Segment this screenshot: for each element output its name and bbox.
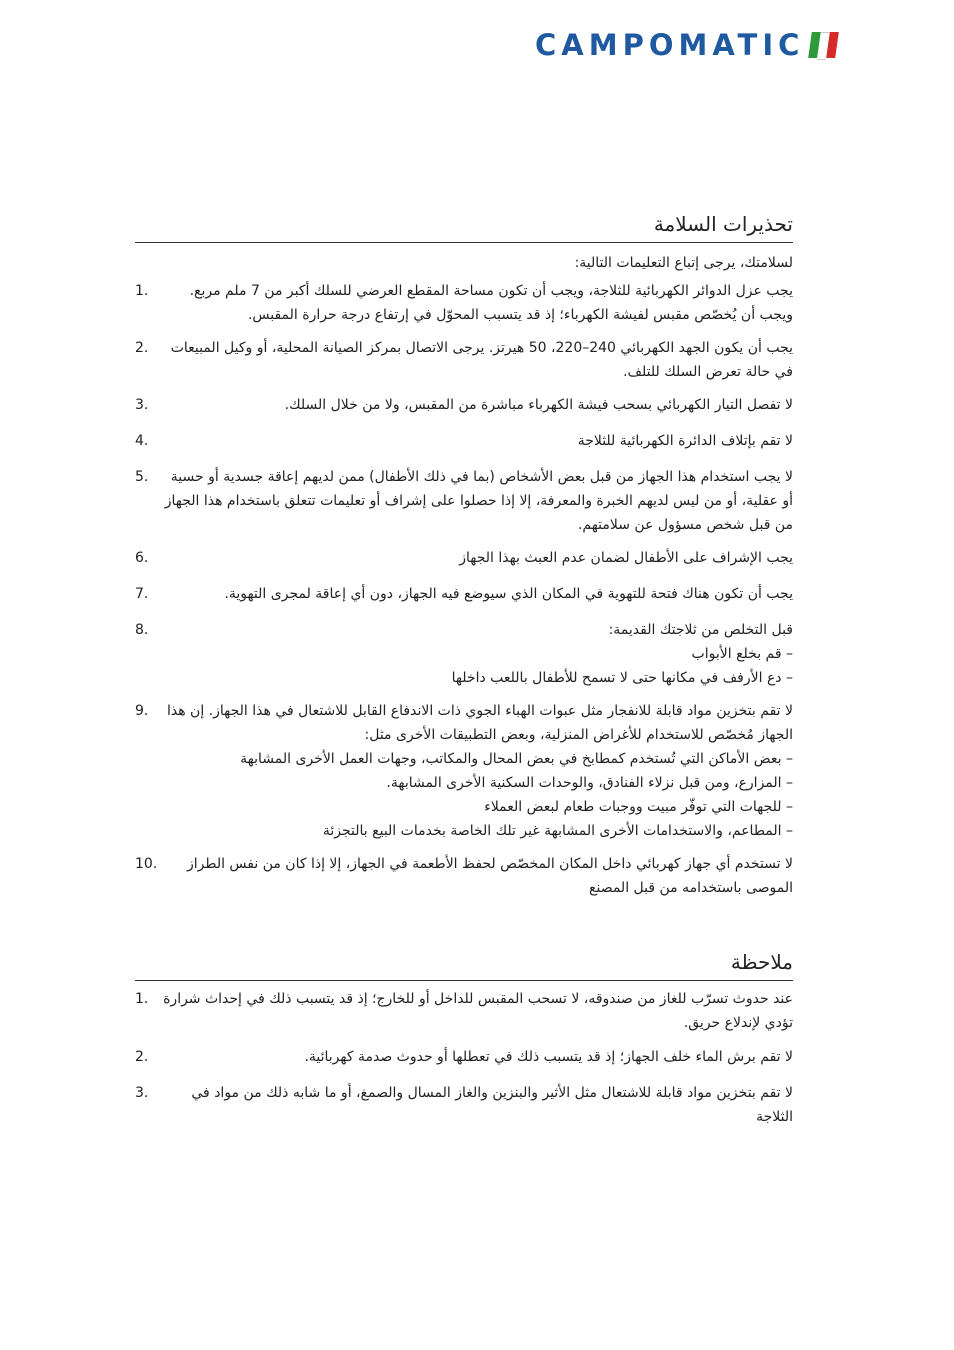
safety-subitem: – دع الأرفف في مكانها حتى لا تسمح للأطفال باللعب داخلها xyxy=(451,670,793,686)
safety-item-5 xyxy=(135,465,793,537)
safety-item-3 xyxy=(135,393,793,417)
flag-stripe-red xyxy=(827,32,840,58)
safety-subitem: – للجهات التي توفّر مبيت ووجبات طعام لبعض العملاء xyxy=(484,799,793,815)
safety-item-number: 10. xyxy=(135,856,158,872)
note-item-3 xyxy=(135,1081,793,1129)
safety-item-10 xyxy=(135,852,793,900)
safety-list xyxy=(135,279,793,900)
note-item-number: 2. xyxy=(135,1049,149,1065)
safety-item-number: 8. xyxy=(135,622,149,638)
safety-intro: لسلامتك، يرجى إتباع التعليمات التالية: xyxy=(574,255,793,271)
safety-subitem: – قم بخلع الأبواب xyxy=(691,646,793,662)
safety-item-lead: لا تقم بتخزين مواد قابلة للانفجار مثل عبوات الهباء الجوي ذات الاندفاع القابل للاشتعال في هذا الجهاز. إن هذا الجهاز مُخصّص للاستخدام للأغراض المنزلية، وبعض التطبيقات الأخرى مثل: xyxy=(166,703,793,743)
safety-item-number: 2. xyxy=(135,340,149,356)
safety-title: تحذيرات السلامة xyxy=(653,212,793,236)
note-item-text: لا تقم برش الماء خلف الجهاز؛ إذ قد يتسبب ذلك في تعطلها أو حدوث صدمة كهربائية. xyxy=(304,1049,793,1065)
note-item-text: لا تقم بتخزين مواد قابلة للاشتعال مثل الأثير والبنزين والغاز المسال والصمغ، أو ما شابه ذلك من مواد في الثلاجة xyxy=(191,1085,793,1125)
safety-item-number: 5. xyxy=(135,469,149,485)
safety-item-2 xyxy=(135,336,793,384)
safety-item-text xyxy=(161,699,793,843)
safety-item-7 xyxy=(135,582,793,606)
safety-section xyxy=(135,212,793,900)
note-title: ملاحظة xyxy=(730,950,793,974)
safety-item-text: يجب عزل الدوائر الكهربائية للثلاجة، ويجب أن تكون مساحة المقطع العرضي للسلك أكبر من 7 ملم مربع. ويجب أن يُخصّص مقبس لفيشة الكهرباء؛ إذ قد يتسبب المحوّل في إرتفاع درجة حرارة المقبس. xyxy=(189,283,793,323)
safety-item-text: لا تقم بإتلاف الدائرة الكهربائية للثلاجة xyxy=(577,433,793,449)
safety-item-number: 6. xyxy=(135,550,149,566)
safety-item-4 xyxy=(135,429,793,453)
safety-item-text: يجب الإشراف على الأطفال لضمان عدم العبث بهذا الجهاز xyxy=(459,550,793,566)
safety-item-number: 4. xyxy=(135,433,149,449)
safety-item-text: لا تفصل التيار الكهربائي بسحب فيشة الكهرباء مباشرة من المقبس، ولا من خلال السلك. xyxy=(284,397,793,413)
note-item-1 xyxy=(135,987,793,1035)
safety-item-8 xyxy=(135,618,793,690)
safety-item-number: 9. xyxy=(135,703,149,719)
safety-subitem: – بعض الأماكن التي تُستخدم كمطابخ في بعض المحال والمكاتب، وجهات العمل الأخرى المشابهة xyxy=(240,751,793,767)
safety-item-number: 3. xyxy=(135,397,149,413)
safety-item-lead: قبل التخلص من ثلاجتك القديمة: xyxy=(608,622,793,638)
note-section xyxy=(135,950,793,1129)
safety-item-9 xyxy=(135,699,793,843)
note-item-text: عند حدوث تسرّب للغاز من صندوقه، لا تسحب المقبس للداخل أو للخارج؛ إذ قد يتسبب ذلك في إحداث شرارة تؤدي لإندلاع حريق. xyxy=(163,991,793,1031)
safety-subitem: – المطاعم، والاستخدامات الأخرى المشابهة غير تلك الخاصة بخدمات البيع بالتجزئة xyxy=(322,823,793,839)
note-item-number: 3. xyxy=(135,1085,149,1101)
note-divider xyxy=(135,980,793,981)
safety-item-number: 1. xyxy=(135,283,149,299)
safety-divider xyxy=(135,242,793,243)
note-item-2 xyxy=(135,1045,793,1069)
safety-subitem: – المزارع، ومن قبل نزلاء الفنادق، والوحدات السكنية الأخرى المشابهة. xyxy=(386,775,793,791)
safety-item-6 xyxy=(135,546,793,570)
safety-item-text: لا تستخدم أي جهاز كهربائي داخل المكان المخصّص لحفظ الأطعمة في الجهاز، إلا إذا كان من نفس الطراز الموصى باستخدامه من قبل المصنع xyxy=(186,856,793,896)
note-list xyxy=(135,987,793,1129)
safety-item-text xyxy=(161,618,793,690)
italian-flag-icon xyxy=(809,32,840,58)
note-item-number: 1. xyxy=(135,991,149,1007)
safety-item-text: يجب أن تكون هناك فتحة للتهوية في المكان الذي سيوضع فيه الجهاز، دون أي إعاقة لمجرى التهوية. xyxy=(224,586,793,602)
campomatic-logo xyxy=(535,28,900,62)
safety-item-text: يجب أن يكون الجهد الكهربائي 240–220، 50 هيرتز. يرجى الاتصال بمركز الصيانة المحلية، أو وكيل المبيعات في حالة تعرض السلك للتلف. xyxy=(170,340,793,380)
safety-item-1 xyxy=(135,279,793,327)
safety-item-number: 7. xyxy=(135,586,149,602)
logo-text: CAMPOMATIC xyxy=(535,28,805,62)
safety-item-text: لا يجب استخدام هذا الجهاز من قبل بعض الأشخاص (بما في ذلك الأطفال) ممن لديهم إعاقة جسدية أو حسية أو عقلية، أو من ليس لديهم الخبرة والمعرفة، إلا إذا حصلوا على إشراف أو تعليمات تتعلق باستخدام هذا الجهاز من قبل شخص مسؤول عن سلامتهم. xyxy=(164,469,793,533)
